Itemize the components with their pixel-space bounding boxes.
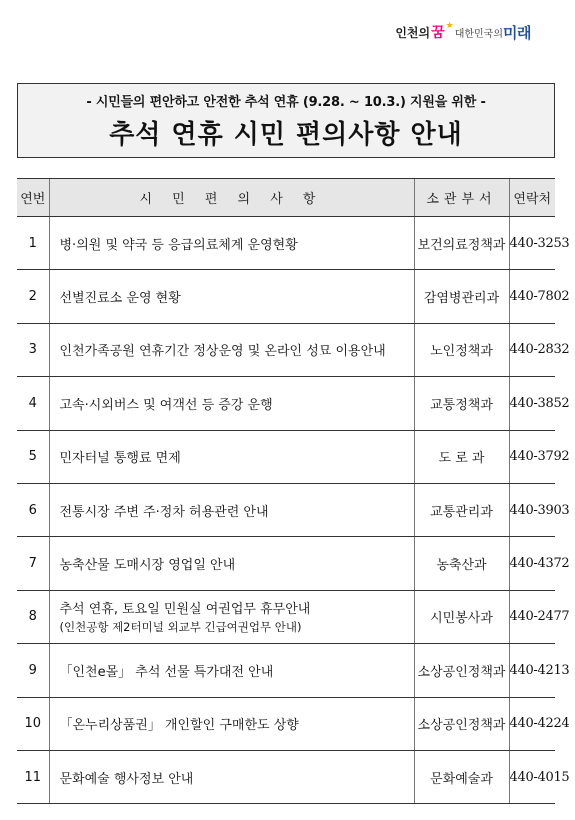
- row-item-text: 추석 연휴, 토요일 민원실 여권업무 휴무안내: [59, 602, 311, 618]
- row-item: [49, 697, 414, 750]
- row-phone: 440-2832: [509, 323, 555, 376]
- row-phone: 440-4213: [509, 644, 555, 697]
- row-item: [49, 590, 414, 643]
- logo-text-future: 미래: [503, 23, 531, 42]
- row-item-text: 민자터널 통행료 면제: [59, 451, 181, 467]
- row-item: [49, 217, 414, 270]
- row-item: [49, 750, 414, 803]
- row-item-text: 「인천e몰」 추석 선물 특가대전 안내: [59, 664, 274, 680]
- column-header-no: 연번: [17, 179, 49, 217]
- row-item: [49, 377, 414, 430]
- table-row: [17, 644, 555, 697]
- row-number: 2: [17, 270, 49, 323]
- row-item-text: 선별진료소 운영 현황: [59, 291, 181, 307]
- row-item: [49, 270, 414, 323]
- column-header-tel: 연락처: [509, 179, 555, 217]
- row-phone: 440-7802: [509, 270, 555, 323]
- logo-text-dream: 꿈: [431, 25, 445, 41]
- logo-text-incheon: 인천의: [395, 25, 431, 40]
- column-header-item: 시 민 편 의 사 항: [49, 179, 414, 217]
- table-row: [17, 217, 555, 270]
- row-department: 노인정책과: [414, 323, 509, 376]
- title-box: [17, 83, 555, 158]
- incheon-slogan-logo: [395, 20, 531, 44]
- table-row: [17, 750, 555, 803]
- row-department: 도 로 과: [414, 430, 509, 483]
- row-item-text: 전통시장 주변 주·정차 허용관련 안내: [59, 504, 269, 520]
- row-department: 시민봉사과: [414, 590, 509, 643]
- logo-text-korea: 대한민국의: [454, 28, 504, 40]
- row-number: 4: [17, 377, 49, 430]
- row-item-text: 「온누리상품권」 개인할인 구매한도 상향: [59, 718, 299, 734]
- row-number: 5: [17, 430, 49, 483]
- row-number: 9: [17, 644, 49, 697]
- row-phone: 440-3253: [509, 217, 555, 270]
- table-row: [17, 537, 555, 590]
- row-number: 10: [17, 697, 49, 750]
- page-title: 추석 연휴 시민 편의사항 안내: [109, 120, 463, 150]
- table-row: [17, 377, 555, 430]
- row-item: [49, 323, 414, 376]
- row-phone: 440-3852: [509, 377, 555, 430]
- star-icon: ★: [445, 21, 454, 31]
- row-phone: 440-4372: [509, 537, 555, 590]
- row-item-text: 인천가족공원 연휴기간 정상운영 및 온라인 성묘 이용안내: [59, 344, 386, 360]
- row-department: 교통정책과: [414, 377, 509, 430]
- row-phone: 440-3903: [509, 483, 555, 536]
- table-row: [17, 323, 555, 376]
- row-item-text: 고속·시외버스 및 여객선 등 증강 운행: [59, 397, 273, 413]
- table-row: [17, 697, 555, 750]
- row-number: 8: [17, 590, 49, 643]
- row-phone: 440-2477: [509, 590, 555, 643]
- row-item-text: 병·의원 및 약국 등 응급의료체계 운영현황: [59, 237, 298, 253]
- row-department: 농축산과: [414, 537, 509, 590]
- row-number: 3: [17, 323, 49, 376]
- table-row: [17, 590, 555, 643]
- row-item: [49, 537, 414, 590]
- row-department: 감염병관리과: [414, 270, 509, 323]
- convenience-info-table: [17, 178, 570, 804]
- row-item-text: 문화예술 행사정보 안내: [59, 771, 194, 787]
- row-department: 문화예술과: [414, 750, 509, 803]
- row-department: 소상공인정책과: [414, 697, 509, 750]
- row-department: 보건의료정책과: [414, 217, 509, 270]
- table-row: [17, 430, 555, 483]
- row-department: 교통관리과: [414, 483, 509, 536]
- row-phone: 440-4015: [509, 750, 555, 803]
- row-item-text: 농축산물 도매시장 영업일 안내: [59, 558, 236, 574]
- row-number: 1: [17, 217, 49, 270]
- row-number: 7: [17, 537, 49, 590]
- row-phone: 440-4224: [509, 697, 555, 750]
- row-item-note: (인천공항 제2터미널 외교부 긴급여권업무 안내): [59, 620, 302, 635]
- table-row: [17, 483, 555, 536]
- row-number: 6: [17, 483, 49, 536]
- table-row: [17, 270, 555, 323]
- row-number: 11: [17, 750, 49, 803]
- row-department: 소상공인정책과: [414, 644, 509, 697]
- row-item: [49, 483, 414, 536]
- row-item: [49, 430, 414, 483]
- row-item: [49, 644, 414, 697]
- column-header-dept: 소관부서: [414, 179, 509, 217]
- row-phone: 440-3792: [509, 430, 555, 483]
- page-subtitle: - 시민들의 편안하고 안전한 추석 연휴 (9.28. ~ 10.3.) 지원을 위한 -: [86, 95, 486, 110]
- table-header-row: [17, 179, 555, 217]
